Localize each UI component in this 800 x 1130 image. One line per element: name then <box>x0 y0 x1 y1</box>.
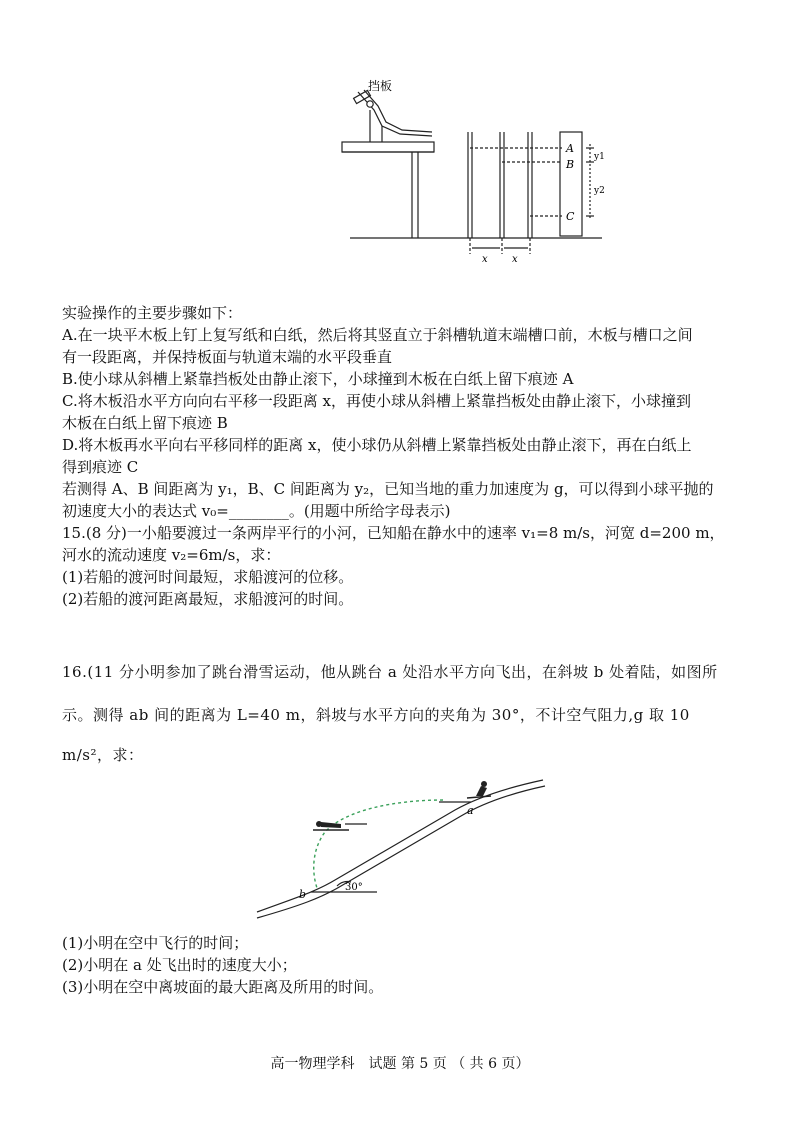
baffle-label: 挡板 <box>368 79 393 93</box>
q16-line2: 示。测得 ab 间的距离为 L=40 m，斜坡与水平方向的夹角为 30°，不计空气阻力,g 取 10 <box>62 706 690 724</box>
step-b-line1: B.使小球从斜槽上紧靠挡板处由静止滚下，小球撞到木板在白纸上留下痕迹 A <box>62 370 574 388</box>
q16-line3: m/s²，求： <box>62 746 144 764</box>
q15-sub1: (1)若船的渡河时间最短，求船渡河的位移。 <box>62 568 354 586</box>
step-c-line2: 木板在白纸上留下痕迹 B <box>62 414 228 432</box>
x-label-1: x <box>482 254 488 265</box>
step-e-line1: 若测得 A、B 间距离为 y₁，B、C 间距离为 y₂，已知当地的重力加速度为 g，可以得到小球平抛的 <box>62 480 714 498</box>
point-label-b: B <box>566 158 575 171</box>
step-e-line2: 初速度大小的表达式 v₀=________。(用题中所给字母表示) <box>62 502 451 520</box>
step-d-line2: 得到痕迹 C <box>62 458 139 476</box>
q16-sub2: (2)小明在 a 处飞出时的速度大小； <box>62 956 297 974</box>
y2-label: y2 <box>594 186 605 196</box>
q16-line1: 16.(11 分小明参加了跳台滑雪运动，他从跳台 a 处沿水平方向飞出，在斜坡 b 处着陆，如图所 <box>62 663 718 681</box>
q15-sub2: (2)若船的渡河距离最短，求船渡河的时间。 <box>62 590 354 608</box>
x-label-2: x <box>512 254 518 265</box>
page-footer: 高一物理学科 试题 第 5 页 （ 共 6 页） <box>270 1056 530 1072</box>
q15-line1: 15.(8 分)一小船要渡过一条两岸平行的小河，已知船在静水中的速率 v₁=8 m/s，河宽 d=200 m， <box>62 524 725 542</box>
q15-line2: 河水的流动速度 v₂=6m/s，求： <box>62 546 281 564</box>
q16-sub3: (3)小明在空中离坡面的最大距离及所用的时间。 <box>62 978 384 996</box>
q16-sub1: (1)小明在空中飞行的时间； <box>62 934 249 952</box>
point-b-label: b <box>299 888 307 901</box>
point-label-a: A <box>566 142 574 155</box>
skier-flying-icon <box>313 821 349 830</box>
angle-label: 30° <box>345 882 363 893</box>
point-a-label: a <box>467 804 474 817</box>
step-a-line2: 有一段距离，并保持板面与轨道末端的水平段垂直 <box>62 348 393 366</box>
step-d-line1: D.将木板再水平向右平移同样的距离 x，使小球仍从斜槽上紧靠挡板处由静止滚下，再在白纸上 <box>62 436 692 454</box>
step-a-line1: A.在一块平木板上钉上复写纸和白纸，然后将其竖直立于斜槽轨道末端槽口前，木板与槽口之间 <box>62 326 693 344</box>
steps-heading: 实验操作的主要步骤如下： <box>62 304 243 322</box>
point-label-c: C <box>566 210 575 223</box>
trajectory-curve <box>314 800 443 888</box>
step-c-line1: C.将木板沿水平方向向右平移一段距离 x，再使小球从斜槽上紧靠挡板处由静止滚下，小球撞到 <box>62 392 691 410</box>
y1-label: y1 <box>594 152 605 162</box>
ski-slope-figure <box>255 770 550 920</box>
apparatus-figure <box>340 70 610 270</box>
